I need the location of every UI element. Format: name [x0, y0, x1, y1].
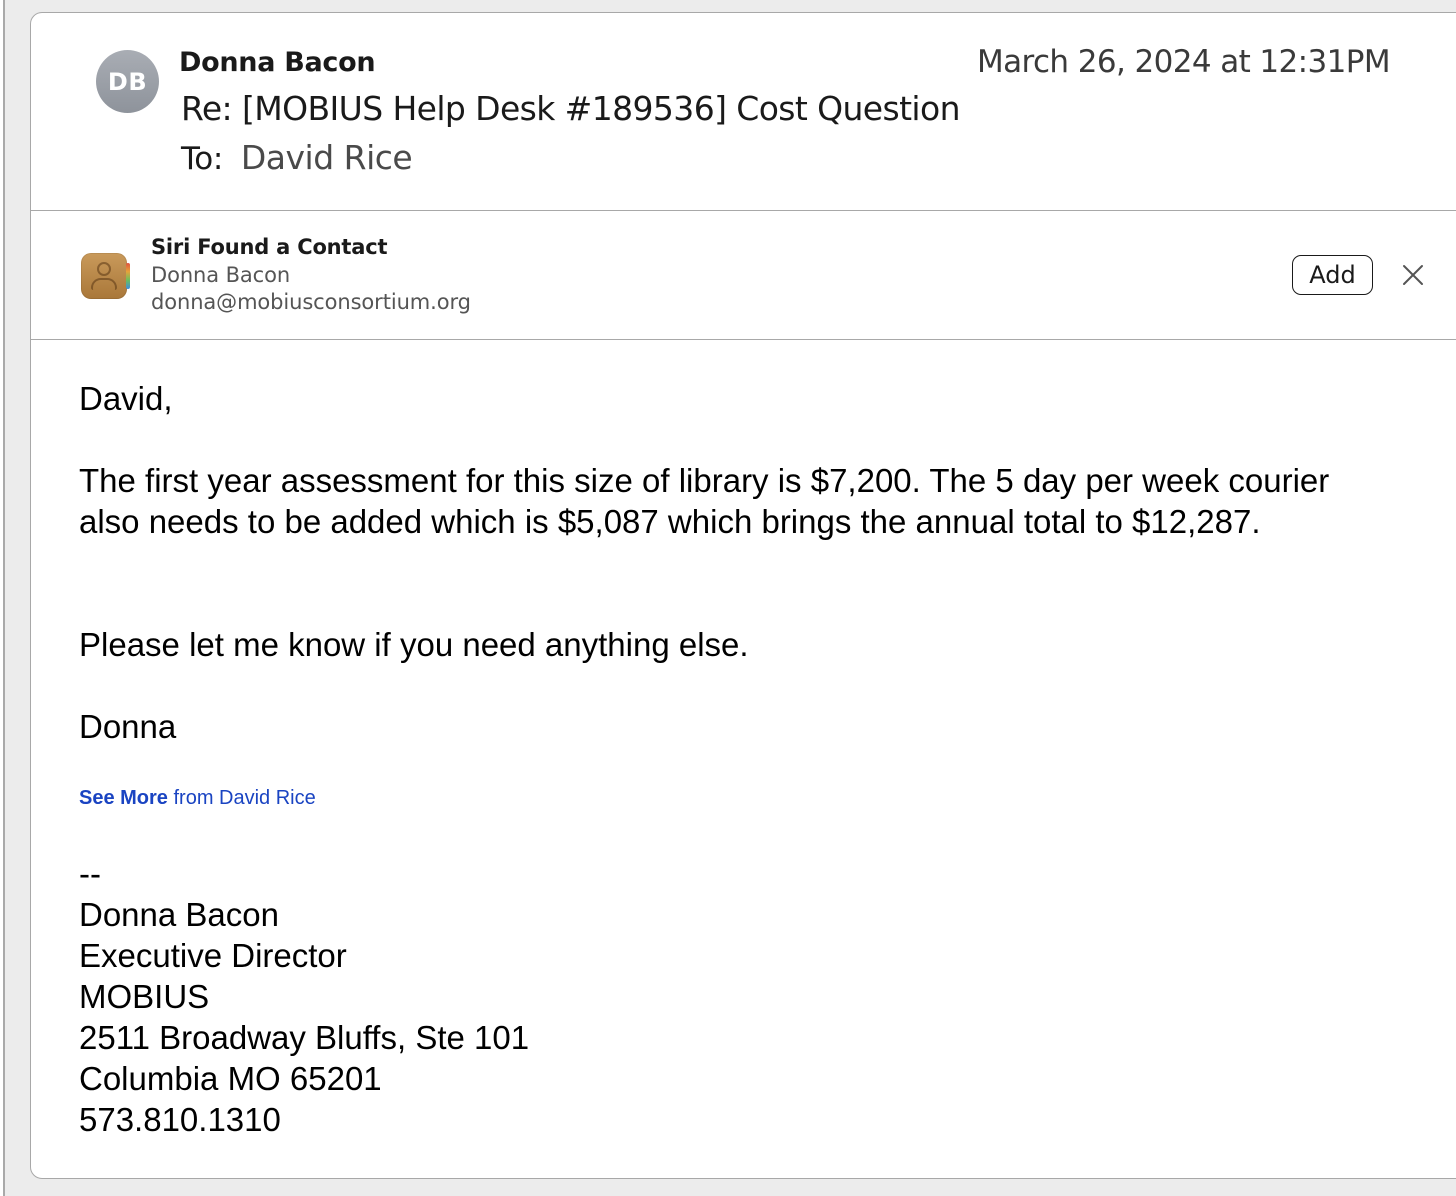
- recipient-name[interactable]: David Rice: [240, 138, 413, 177]
- sender-name[interactable]: Donna Bacon: [179, 47, 376, 78]
- to-label: To:: [181, 141, 223, 177]
- avatar: [96, 50, 159, 113]
- see-more-link[interactable]: [79, 787, 316, 810]
- signature-phone[interactable]: 573.810.1310: [79, 1101, 281, 1138]
- siri-contact-banner: [31, 211, 1456, 340]
- close-icon[interactable]: [1401, 263, 1425, 287]
- siri-contact-email: donna@mobiusconsortium.org: [151, 290, 471, 314]
- signature-address-2: Columbia MO 65201: [79, 1060, 382, 1097]
- signature-separator: --: [79, 855, 101, 892]
- signature-org: MOBIUS: [79, 978, 210, 1015]
- email-signoff: Donna: [79, 708, 177, 745]
- email-paragraph-2: Please let me know if you need anything else.: [79, 626, 749, 663]
- avatar-initials: DB: [107, 67, 148, 96]
- email-signature: [79, 853, 529, 1140]
- recipient-row: [181, 138, 412, 177]
- signature-address-1: 2511 Broadway Bluffs, Ste 101: [79, 1019, 530, 1056]
- message-header: [31, 13, 1456, 211]
- signature-title: Executive Director: [79, 937, 347, 974]
- siri-banner-title: Siri Found a Contact: [151, 235, 388, 259]
- email-greeting: David,: [79, 380, 173, 417]
- window-edge: [0, 0, 5, 1196]
- message-date: March 26, 2024 at 12:31PM: [976, 44, 1390, 80]
- email-paragraph-1: The first year assessment for this size of library is $7,200. The 5 day per week courier also needs to be added which is $5,087 which brings the annual total to $12,287.: [79, 462, 1330, 540]
- see-more-rest[interactable]: from David Rice: [167, 787, 316, 809]
- email-message-view: [30, 12, 1456, 1179]
- siri-contact-name: Donna Bacon: [151, 263, 291, 287]
- see-more-bold[interactable]: See More: [79, 787, 168, 809]
- contacts-app-icon: [81, 253, 127, 299]
- message-subject: Re: [MOBIUS Help Desk #189536] Cost Question: [181, 89, 960, 128]
- signature-name: Donna Bacon: [79, 896, 279, 933]
- add-contact-button[interactable]: Add: [1292, 255, 1373, 295]
